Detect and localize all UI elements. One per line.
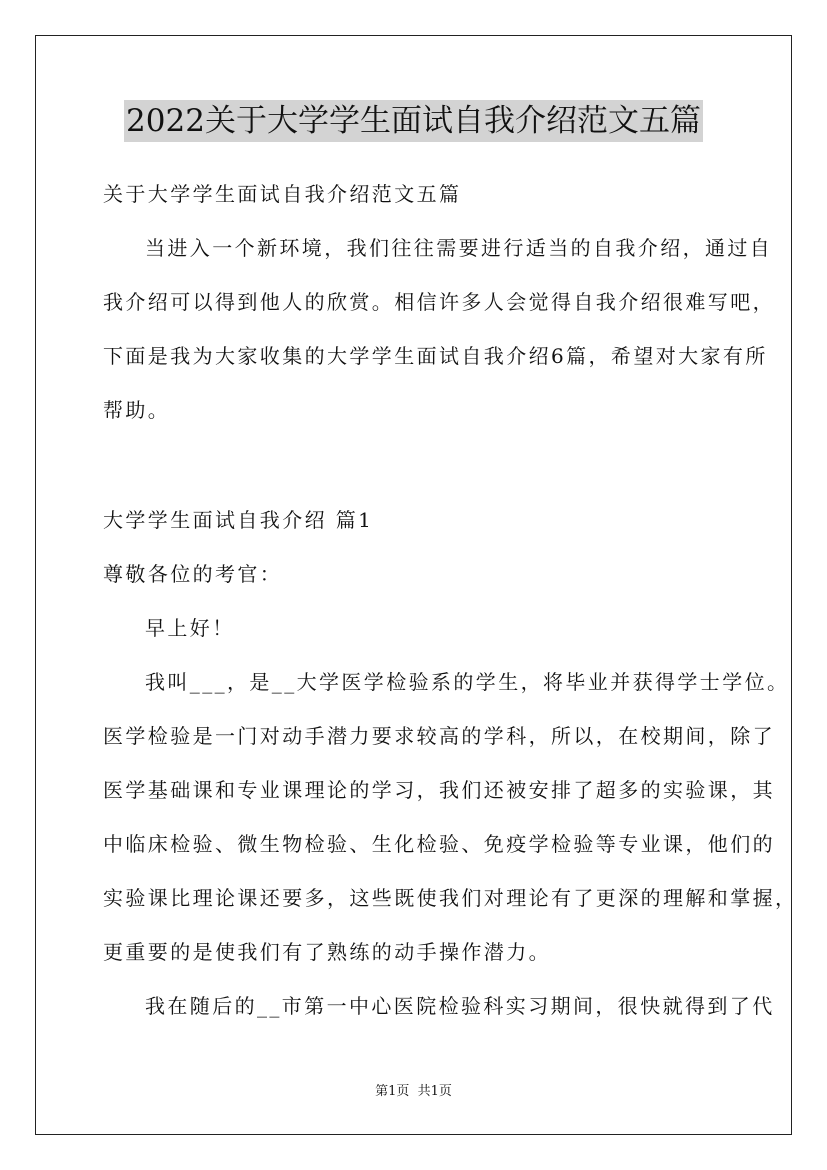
paragraph-line: 中临床检验、微生物检验、生化检验、免疫学检验等专业课，他们的 xyxy=(103,832,775,856)
paragraph-line: 帮助。 xyxy=(103,398,171,422)
section-heading: 大学学生面试自我介绍 篇1 xyxy=(103,508,374,532)
paragraph-line: 实验课比理论课还要多，这些既使我们对理论有了更深的理解和掌握， xyxy=(103,886,798,910)
greeting: 早上好！ xyxy=(145,616,235,640)
paragraph-line: 我在随后的__市第一中心医院检验科实习期间，很快就得到了代 xyxy=(145,994,775,1018)
paragraph-line: 医学检验是一门对动手潜力要求较高的学科，所以，在校期间，除了 xyxy=(103,724,775,748)
page-footer: 第1页 共1页 xyxy=(375,1084,452,1099)
paragraph-line: 当进入一个新环境，我们往往需要进行适当的自我介绍，通过自 xyxy=(145,236,773,260)
paragraph-line: 我叫___，是__大学医学检验系的学生，将毕业并获得学士学位。 xyxy=(145,670,790,694)
paragraph-line: 更重要的是使我们有了熟练的动手操作潜力。 xyxy=(103,940,551,964)
paragraph-line: 下面是我为大家收集的大学学生面试自我介绍6篇，希望对大家有所 xyxy=(103,344,768,368)
document-title: 2022关于大学学生面试自我介绍范文五篇 xyxy=(124,100,703,142)
paragraph-line: 医学基础课和专业课理论的学习，我们还被安排了超多的实验课，其 xyxy=(103,778,775,802)
salutation: 尊敬各位的考官： xyxy=(103,562,283,586)
title-container xyxy=(0,100,827,142)
paragraph-line: 我介绍可以得到他人的欣赏。相信许多人会觉得自我介绍很难写吧， xyxy=(103,290,775,314)
subtitle: 关于大学学生面试自我介绍范文五篇 xyxy=(103,182,462,206)
